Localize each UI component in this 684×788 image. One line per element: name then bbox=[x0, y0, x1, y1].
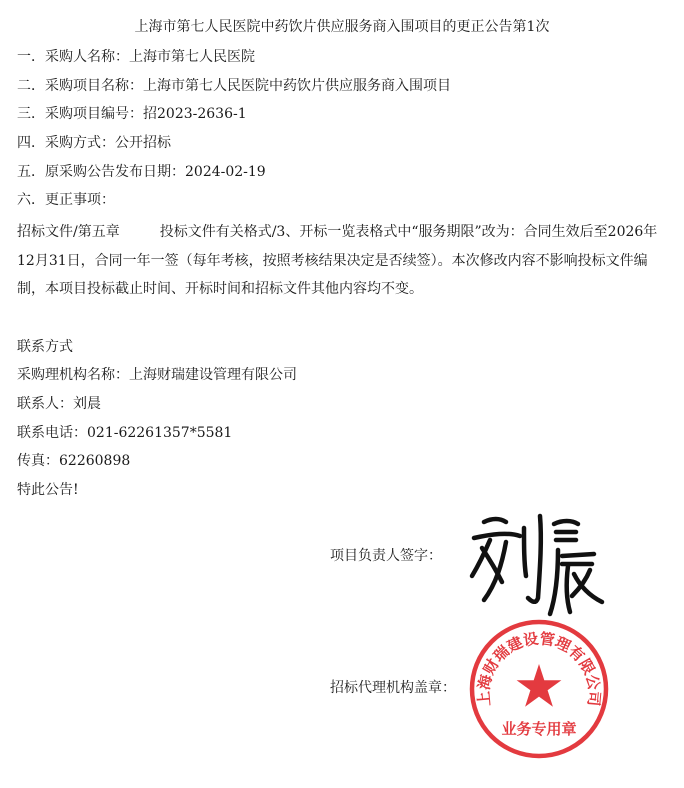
purchaser-line bbox=[17, 47, 255, 67]
phone-line bbox=[17, 423, 232, 443]
notice-title: 上海市第七人民医院中药饮片供应服务商入围项目的更正公告第1次 bbox=[134, 19, 550, 35]
correction-section: 招标文件/第五章 bbox=[17, 224, 120, 240]
phone-value: 021-62261357*5581 bbox=[87, 425, 233, 441]
project-number-label: 三．采购项目编号： bbox=[17, 106, 143, 122]
agency-label: 采购理机构名称： bbox=[17, 367, 129, 383]
procurement-method-line bbox=[17, 133, 171, 153]
contact-person-value: 刘晨 bbox=[73, 396, 101, 412]
fax-value: 62260898 bbox=[59, 453, 131, 469]
original-date-line bbox=[17, 162, 266, 182]
seal-label: 招标代理机构盖章： bbox=[330, 680, 456, 696]
original-date-value: 2024-02-19 bbox=[185, 164, 266, 180]
fax-line bbox=[17, 451, 130, 471]
svg-text:上海财瑞建设管理有限公司: 上海财瑞建设管理有限公司 bbox=[474, 629, 604, 707]
original-date-label: 五．原采购公告发布日期： bbox=[17, 164, 185, 180]
project-number-line bbox=[17, 104, 247, 124]
correction-text: 投标文件有关格式/3、开标一览表格式中“服务期限”改为：合同生效后至2026年12月31日，合同一年一签（每年考核，按照考核结果决定是否续签）。本次修改内容不影响投标文件编制，本项目投标截止时间、开标时间和招标文件其他内容均不变。 bbox=[17, 224, 658, 297]
correction-heading-line bbox=[17, 190, 115, 210]
contact-person-label: 联系人： bbox=[17, 396, 73, 412]
svg-text:业务专用章: 业务专用章 bbox=[501, 720, 577, 738]
purchaser-label: 一．采购人名称： bbox=[17, 49, 129, 65]
procurement-method-label: 四．采购方式： bbox=[17, 135, 115, 151]
project-name-line bbox=[17, 76, 451, 96]
closing-line: 特此公告! bbox=[17, 482, 79, 498]
correction-heading-label: 六．更正事项： bbox=[17, 192, 115, 208]
agency-value: 上海财瑞建设管理有限公司 bbox=[129, 367, 297, 383]
signature-label: 项目负责人签字： bbox=[330, 548, 442, 564]
correction-paragraph bbox=[17, 218, 667, 304]
fax-label: 传真： bbox=[17, 453, 59, 469]
procurement-method-value: 公开招标 bbox=[115, 135, 171, 151]
purchaser-value: 上海市第七人民医院 bbox=[129, 49, 255, 65]
contact-person-line bbox=[17, 394, 101, 414]
contact-heading: 联系方式 bbox=[17, 339, 73, 355]
project-name-value: 上海市第七人民医院中药饮片供应服务商入围项目 bbox=[143, 78, 451, 94]
agency-line bbox=[17, 365, 297, 385]
project-name-label: 二．采购项目名称： bbox=[17, 78, 143, 94]
handwritten-signature bbox=[462, 504, 612, 624]
phone-label: 联系电话： bbox=[17, 425, 87, 441]
project-number-value: 招2023-2636-1 bbox=[143, 106, 247, 122]
company-seal bbox=[464, 614, 614, 764]
